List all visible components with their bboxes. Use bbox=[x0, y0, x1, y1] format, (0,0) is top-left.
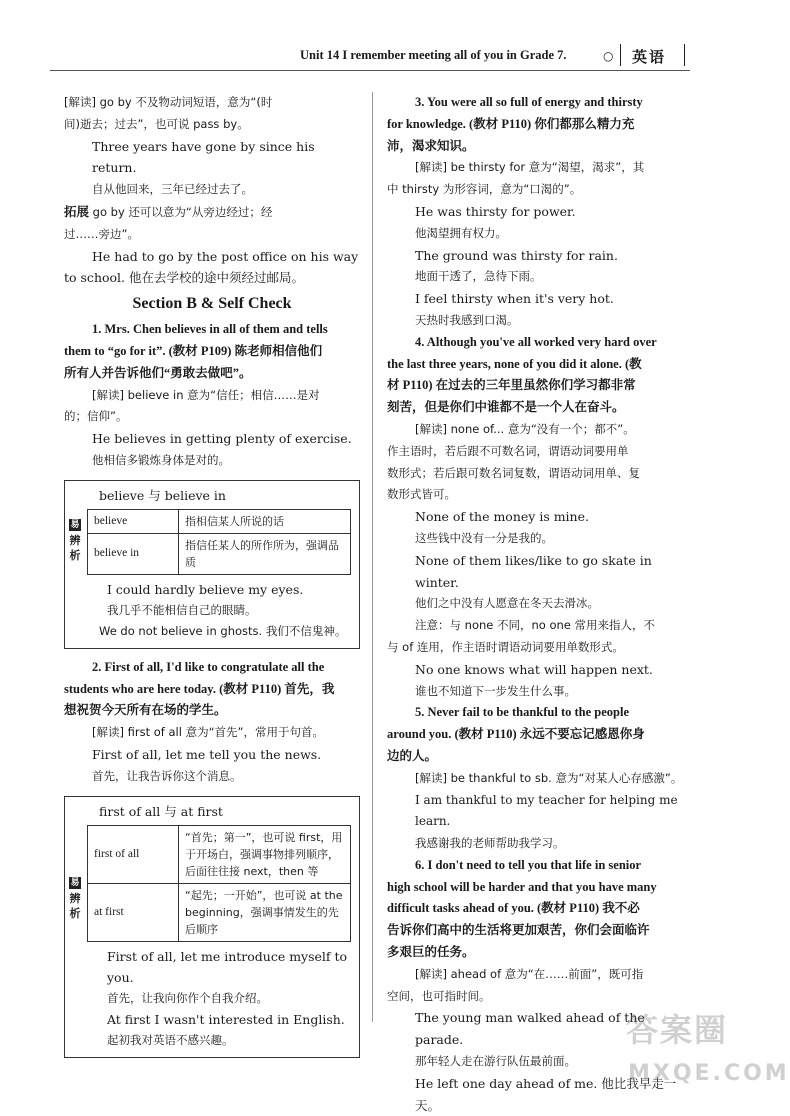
note-text: 注意：与 none 不同，no one 常用来指人，不 bbox=[415, 618, 656, 633]
note-text: [解读] ahead of 意为“在……前面”，既可指 bbox=[415, 966, 644, 981]
table-cell-term: believe in bbox=[88, 533, 179, 574]
table-cell-term: at first bbox=[88, 883, 179, 941]
example-en: First of all, let me tell you the news. bbox=[92, 746, 322, 762]
header-divider bbox=[620, 44, 621, 66]
example-cn: 地面干透了，急待下雨。 bbox=[415, 269, 542, 284]
circle-icon: ○ bbox=[603, 49, 614, 63]
example-cn: 自从他回来，三年已经过去了。 bbox=[92, 182, 253, 197]
sentence-item: high school will be harder and that you have many bbox=[387, 879, 657, 894]
example-cn: 我几乎不能相信自己的眼睛。 bbox=[107, 602, 257, 617]
note-text: 与 of 连用，作主语时谓语动词要用单数形式。 bbox=[387, 639, 624, 654]
note-text: 作主语时，若后跟不可数名词，谓语动词要用单 bbox=[387, 443, 629, 458]
sentence-item: 所有人并告诉他们“勇敢去做吧”。 bbox=[64, 365, 252, 380]
note-text: 中 thirsty 为形容词，意为“口渴的”。 bbox=[387, 182, 582, 197]
example-mixed: We do not believe in ghosts. 我们不信鬼神。 bbox=[99, 623, 347, 638]
sentence-item: them to “go for it”. (教材 P109) 陈老师相信他们 bbox=[64, 343, 323, 358]
sentence-item: 多艰巨的任务。 bbox=[387, 945, 475, 960]
sentence-item: 6. I don't need to tell you that life in senior bbox=[415, 857, 642, 872]
example-en: I could hardly believe my eyes. bbox=[107, 581, 304, 597]
comparison-side-label: 易 辨析 bbox=[69, 519, 81, 562]
table-cell-meaning: 指信任某人的所作所为，强调品质 bbox=[179, 533, 351, 574]
header-rule bbox=[50, 70, 690, 71]
example-cn: 他渴望拥有权力。 bbox=[415, 225, 507, 240]
extension-note: 过……旁边”。 bbox=[64, 226, 139, 241]
comparison-box bbox=[64, 796, 360, 1058]
header-divider-right bbox=[684, 44, 685, 66]
note-text: [解读] believe in 意为“信任；相信……是对 bbox=[92, 387, 320, 402]
sentence-item: 1. Mrs. Chen believes in all of them and tells bbox=[92, 322, 328, 337]
example-cn: 起初我对英语不感兴趣。 bbox=[107, 1032, 234, 1047]
sentence-item: for knowledge. (教材 P110) 你们都那么精力充 bbox=[387, 116, 635, 131]
table-row bbox=[88, 883, 351, 941]
book-icon: 易 bbox=[70, 519, 80, 530]
sentence-item: 沛，渴求知识。 bbox=[387, 138, 475, 153]
table-cell-term: believe bbox=[88, 509, 179, 533]
example-cn: 我感谢我的老师帮助我学习。 bbox=[415, 836, 565, 851]
example-en: The ground was thirsty for rain. bbox=[415, 247, 618, 263]
example-en: None of them likes/like to go skate in winter. bbox=[415, 552, 652, 590]
example-cn: 首先，让我告诉你这个消息。 bbox=[92, 768, 242, 783]
note-text: 数形式；若后跟可数名词复数，谓语动词用单、复 bbox=[387, 465, 640, 480]
example-cn: 天热时我感到口渴。 bbox=[415, 312, 519, 327]
sentence-item: 5. Never fail to be thankful to the people bbox=[415, 705, 629, 720]
example-en: At first I wasn't interested in English. bbox=[107, 1011, 345, 1027]
example-en: No one knows what will happen next. bbox=[415, 661, 653, 677]
table-cell-meaning: “起先；一开始”，也可说 at the beginning，强调事情发生的先后顺序 bbox=[179, 883, 351, 941]
comparison-title: first of all 与 at first bbox=[99, 803, 223, 819]
sentence-item: students who are here today. (教材 P110) 首先，我 bbox=[64, 681, 335, 696]
watermark-logo bbox=[622, 1005, 790, 1101]
example-en: The young man walked ahead of the parade. bbox=[415, 1010, 645, 1048]
sentence-item: around you. (教材 P110) 永远不要忘记感恩你身 bbox=[387, 727, 645, 742]
note-text: 的；信仰”。 bbox=[64, 409, 128, 424]
table-row bbox=[88, 509, 351, 533]
example-en: to school. 他在去学校的途中须经过邮局。 bbox=[64, 270, 304, 286]
example-en: First of all, let me introduce myself to you. bbox=[107, 948, 348, 985]
sentence-item: 边的人。 bbox=[387, 748, 438, 763]
note-text: [解读] be thirsty for 意为“渴望，渴求”，其 bbox=[415, 160, 645, 175]
example-cn: 那年轻人走在游行队伍最前面。 bbox=[415, 1054, 576, 1069]
comparison-side-label: 易 辨析 bbox=[69, 877, 81, 920]
left-column bbox=[64, 92, 360, 1066]
sentence-item: 2. First of all, I'd like to congratulate all the bbox=[92, 659, 325, 674]
sentence-item: 告诉你们高中的生活将更加艰苦，你们会面临许 bbox=[387, 923, 650, 938]
sentence-item: 4. Although you've all worked very hard over bbox=[415, 334, 657, 349]
example-cn: 谁也不知道下一步发生什么事。 bbox=[415, 683, 576, 698]
sentence-item: 想祝贺今天所有在场的学生。 bbox=[64, 703, 227, 718]
right-column bbox=[387, 92, 689, 1116]
table-row bbox=[88, 825, 351, 883]
extension-tag: 拓展 bbox=[64, 203, 90, 219]
unit-title: Unit 14 I remember meeting all of you in Grade 7. bbox=[300, 48, 567, 62]
note-text: 间)逝去；过去”，也可说 pass by。 bbox=[64, 116, 249, 131]
example-cn: 这些钱中没有一分是我的。 bbox=[415, 530, 553, 545]
sentence-item: the last three years, none of you did it alone. (教 bbox=[387, 356, 642, 371]
watermark-text: 答案圈 bbox=[626, 1011, 729, 1049]
note-text: 空间，也可指时间。 bbox=[387, 988, 491, 1003]
sentence-item: 刻苦，但是你们中谁都不是一个人在奋斗。 bbox=[387, 400, 625, 415]
comparison-table bbox=[87, 825, 351, 942]
note-text: [解读] none of... 意为“没有一个；都不”。 bbox=[415, 421, 635, 436]
watermark-text: MXQE.COM bbox=[628, 1061, 790, 1086]
table-cell-term: first of all bbox=[88, 825, 179, 883]
table-row bbox=[88, 533, 351, 574]
column-divider bbox=[372, 92, 373, 1022]
example-en: I am thankful to my teacher for helping me learn. bbox=[415, 792, 678, 829]
comparison-box bbox=[64, 480, 360, 649]
example-en: I feel thirsty when it's very hot. bbox=[415, 291, 614, 307]
note-text: [解读] go by 不及物动词短语，意为“(时 bbox=[64, 95, 273, 109]
extension-note: 拓展 go by 还可以意为“从旁边经过；经 bbox=[64, 203, 273, 219]
example-cn: 首先，让我向你作个自我介绍。 bbox=[107, 990, 268, 1005]
example-en: He was thirsty for power. bbox=[415, 203, 576, 219]
note-text: 数形式皆可。 bbox=[387, 487, 456, 502]
comparison-title: believe 与 believe in bbox=[99, 487, 226, 503]
example-cn: 他们之中没有人愿意在冬天去滑冰。 bbox=[415, 596, 599, 611]
book-icon: 易 bbox=[70, 877, 80, 888]
note-text: [解读] be thankful to sb. 意为“对某人心存感激”。 bbox=[415, 770, 683, 785]
table-cell-meaning: “首先；第一”，也可说 first，用于开场白，强调事物排列顺序，后面往往接 next，then 等 bbox=[179, 825, 351, 883]
comparison-table bbox=[87, 509, 351, 575]
sentence-item: difficult tasks ahead of you. (教材 P110) 我不必 bbox=[387, 901, 640, 916]
table-cell-meaning: 指相信某人所说的话 bbox=[179, 509, 351, 533]
sentence-item: 3. You were all so full of energy and thirsty bbox=[415, 95, 643, 109]
subject-label: 英语 bbox=[632, 48, 667, 66]
sentence-item: 材 P110) 在过去的三年里虽然你们学习都非常 bbox=[387, 378, 636, 393]
section-title: Section B & Self Check bbox=[132, 295, 292, 313]
example-en: Three years have gone by since his return. bbox=[92, 138, 315, 176]
example-cn: 他相信多锻炼身体是对的。 bbox=[92, 452, 230, 467]
example-en: None of the money is mine. bbox=[415, 509, 589, 525]
page-header bbox=[0, 40, 750, 70]
example-en: He believes in getting plenty of exercise. bbox=[92, 431, 352, 447]
note-text: [解读] first of all 意为“首先”，常用于句首。 bbox=[92, 725, 325, 740]
example-mixed: He left one day ahead of me. 他比我早走一天。 bbox=[415, 1075, 677, 1113]
example-en: He had to go by the post office on his way bbox=[92, 248, 359, 264]
